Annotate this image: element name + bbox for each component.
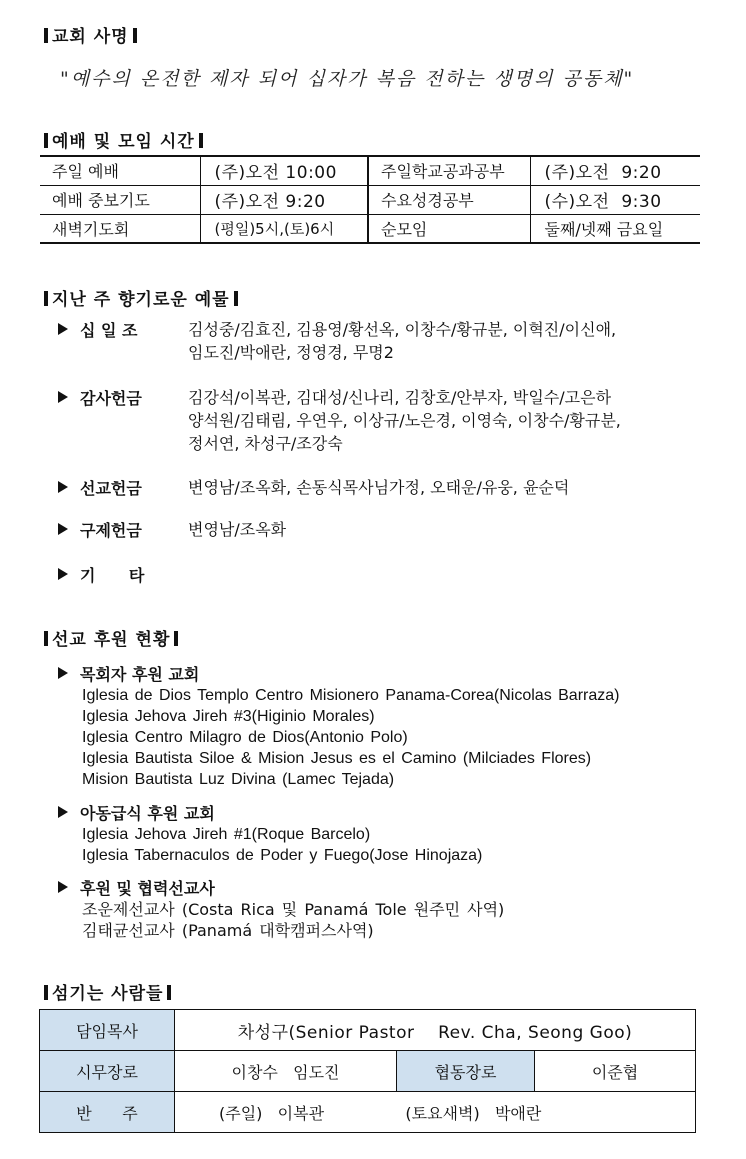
- offering-label: 구제헌금: [80, 521, 142, 540]
- list-item: 김태균선교사 (Panamá 대학캠퍼스사역): [82, 921, 374, 940]
- arrow-right-icon: [58, 568, 68, 580]
- mission-heading: 아동급식 후원 교회: [80, 804, 215, 823]
- service-time: 둘째/넷째 금요일: [530, 214, 700, 243]
- arrow-right-icon: [58, 806, 68, 818]
- names-line: 변영남/조옥화, 손동식목사님가정, 오태운/유웅, 윤순덕: [188, 478, 570, 497]
- table-row: [40, 156, 700, 185]
- mission-group-pastor-support: [58, 662, 718, 790]
- arrow-right-icon: [58, 523, 68, 535]
- service-time: (주)오전 9:20: [530, 156, 700, 185]
- mission-list: [82, 685, 718, 790]
- mission-statement: "예수의 온전한 제자 되어 십자가 복음 전하는 생명의 공동체": [60, 68, 635, 90]
- service-name: 주일 예배: [40, 156, 200, 185]
- section-title-missions: 선교 후원 현황: [40, 625, 182, 650]
- table-row: [40, 185, 700, 214]
- list-item: Iglesia Tabernaculos de Poder y Fuego(Jose Hinojaza): [82, 847, 483, 864]
- service-name: 새벽기도회: [40, 214, 200, 243]
- offering-label: 감사헌금: [80, 389, 142, 408]
- service-name: 순모임: [368, 214, 530, 243]
- mission-group-missionaries: [58, 876, 718, 941]
- arrow-right-icon: [58, 481, 68, 493]
- arrow-right-icon: [58, 391, 68, 403]
- mission-list: [82, 824, 718, 866]
- offering-names: [188, 518, 708, 541]
- mission-list: [82, 899, 718, 941]
- mission-heading: 후원 및 협력선교사: [80, 879, 215, 898]
- list-item: Iglesia Centro Milagro de Dios(Antonio Polo): [82, 729, 408, 746]
- offering-label: 선교헌금: [80, 479, 142, 498]
- offering-names: [188, 476, 708, 499]
- service-time: (평일)5시,(토)6시: [200, 214, 368, 243]
- role-label: 시무장로: [40, 1051, 175, 1092]
- offering-label: 십 일 조: [80, 321, 138, 340]
- mission-group-child-feeding: [58, 801, 718, 866]
- arrow-right-icon: [58, 667, 68, 679]
- service-time: (주)오전 9:20: [200, 185, 368, 214]
- names-line: 김성중/김효진, 김용영/황선옥, 이창수/황규분, 이혁진/이신애,: [188, 320, 617, 339]
- table-row: [40, 214, 700, 243]
- servants-table: [39, 1009, 696, 1133]
- list-item: Iglesia Bautista Siloe & Mision Jesus es el Camino (Milciades Flores): [82, 750, 592, 767]
- worship-schedule-table: [40, 155, 700, 244]
- section-title-offerings: 지난 주 향기로운 예물: [40, 285, 242, 310]
- arrow-right-icon: [58, 323, 68, 335]
- service-name: 주일학교공과공부: [368, 156, 530, 185]
- names-line: 김강석/이복관, 김대성/신나리, 김창호/안부자, 박일수/고은하: [188, 388, 612, 407]
- list-item: Mision Bautista Luz Divina (Lamec Tejada): [82, 771, 395, 788]
- list-item: Iglesia Jehova Jireh #1(Roque Barcelo): [82, 826, 371, 843]
- offering-label: 기 타: [80, 566, 145, 585]
- table-row: [40, 1051, 696, 1092]
- role-value: 차성구(Senior Pastor Rev. Cha, Seong Goo): [175, 1010, 696, 1051]
- section-title-mission: 교회 사명: [40, 22, 141, 47]
- section-title-servants: 섬기는 사람들: [40, 979, 175, 1004]
- service-time: (수)오전 9:30: [530, 185, 700, 214]
- names-line: 임도진/박애란, 정영경, 무명2: [188, 343, 394, 362]
- arrow-right-icon: [58, 881, 68, 893]
- offering-names: [188, 386, 708, 455]
- table-row: [40, 1010, 696, 1051]
- list-item: Iglesia Jehova Jireh #3(Higinio Morales): [82, 708, 375, 725]
- role-label: 담임목사: [40, 1010, 175, 1051]
- names-line: 정서연, 차성구/조강숙: [188, 434, 343, 453]
- names-line: 양석원/김태림, 우연우, 이상규/노은경, 이영숙, 이창수/황규분,: [188, 411, 621, 430]
- service-name: 예배 중보기도: [40, 185, 200, 214]
- offering-names: [188, 318, 708, 364]
- role-value: 이창수 임도진: [175, 1051, 397, 1092]
- list-item: 조운제선교사 (Costa Rica 및 Panamá Tole 원주민 사역): [82, 900, 505, 919]
- role-label: 반 주: [40, 1092, 175, 1133]
- role-value: (주일) 이복관 (토요새벽) 박애란: [175, 1092, 696, 1133]
- section-title-worship: 예배 및 모임 시간: [40, 127, 207, 152]
- table-row: [40, 1092, 696, 1133]
- service-name: 수요성경공부: [368, 185, 530, 214]
- role-label: 협동장로: [397, 1051, 535, 1092]
- list-item: Iglesia de Dios Templo Centro Misionero Panama-Corea(Nicolas Barraza): [82, 687, 620, 704]
- names-line: 변영남/조옥화: [188, 520, 287, 539]
- service-time: (주)오전 10:00: [200, 156, 368, 185]
- mission-heading: 목회자 후원 교회: [80, 665, 200, 684]
- role-value: 이준협: [535, 1051, 696, 1092]
